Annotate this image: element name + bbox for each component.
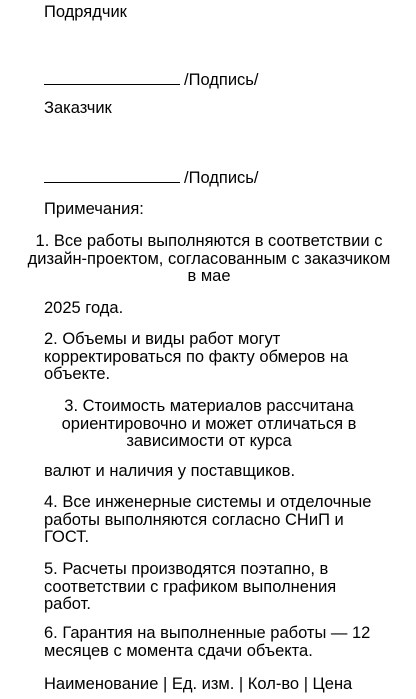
- note-item-6: 6. Гарантия на выполненные работы — 12 месяцев с момента сдачи объекта.: [44, 624, 371, 660]
- signature-blank: [44, 70, 180, 85]
- note-item-1-continuation: 2025 года.: [44, 299, 124, 317]
- note-item-2: 2. Объемы и виды работ могут корректироваться по факту обмеров на объекте.: [44, 330, 349, 383]
- note-item-3: 3. Стоимость материалов рассчитана ориентировочно и может отличаться в зависимости от курса: [61, 397, 357, 450]
- contractor-signature-line: [44, 70, 258, 90]
- customer-signature-line: [44, 168, 258, 188]
- note-item-3-continuation: валют и наличия у поставщиков.: [44, 462, 296, 480]
- note-item-1: 1. Все работы выполняются в соответствии с дизайн-проектом, согласованным с заказчиком в мае: [27, 232, 391, 285]
- notes-heading: Примечания:: [44, 200, 144, 218]
- contractor-signature-caption: /Подпись/: [184, 71, 259, 89]
- signature-blank: [44, 168, 180, 183]
- customer-signature-caption: /Подпись/: [184, 169, 259, 187]
- customer-label: Заказчик: [44, 99, 112, 117]
- table-header: Наименование | Ед. изм. | Кол-во | Цена: [44, 675, 353, 693]
- note-item-5: 5. Расчеты производятся поэтапно, в соответствии с графиком выполнения работ.: [44, 560, 337, 613]
- contractor-label: Подрядчик: [44, 3, 127, 21]
- note-item-4: 4. Все инженерные системы и отделочные работы выполняются согласно СНиП и ГОСТ.: [44, 493, 372, 546]
